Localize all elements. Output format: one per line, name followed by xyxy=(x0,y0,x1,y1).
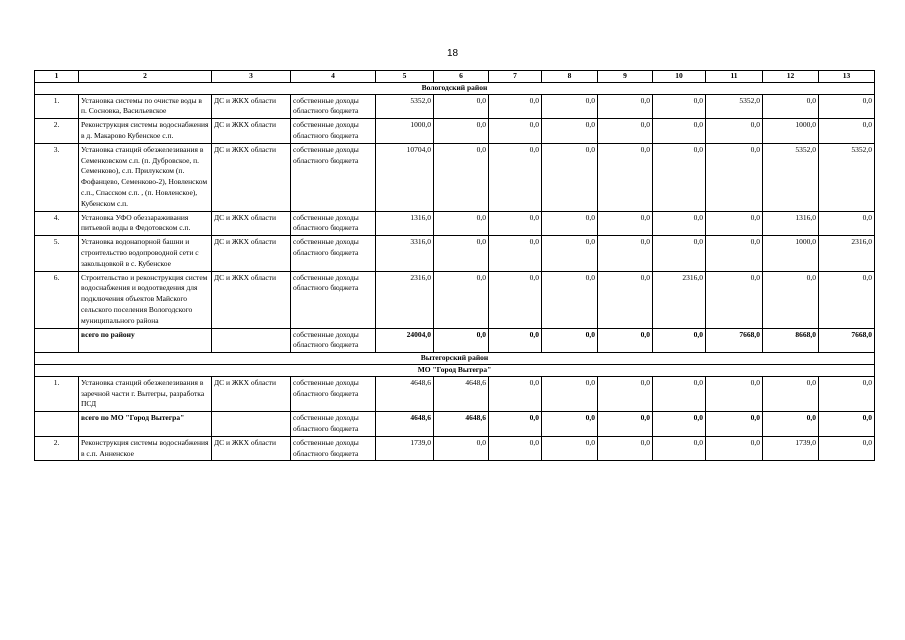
value-col-7: 0,0 xyxy=(489,328,542,353)
table-row xyxy=(35,143,875,211)
table-row xyxy=(35,436,875,461)
row-number: 6. xyxy=(35,271,79,328)
customer: ДС и ЖКХ области xyxy=(212,143,291,211)
value-col-6: 0,0 xyxy=(434,94,489,119)
value-col-12: 1316,0 xyxy=(763,211,819,236)
value-col-6: 0,0 xyxy=(434,271,489,328)
value-col-8: 0,0 xyxy=(542,94,598,119)
column-header-8: 8 xyxy=(542,71,598,83)
table-row xyxy=(35,211,875,236)
row-number xyxy=(35,412,79,437)
column-header-7: 7 xyxy=(489,71,542,83)
column-header-13: 13 xyxy=(819,71,875,83)
value-col-12: 0,0 xyxy=(763,271,819,328)
column-header-4: 4 xyxy=(291,71,376,83)
value-col-11: 0,0 xyxy=(706,211,763,236)
value-col-5: 1739,0 xyxy=(376,436,434,461)
value-col-10: 0,0 xyxy=(653,376,706,411)
page-number: 18 xyxy=(446,48,459,59)
funding-source: собственные доходы областного бюджета xyxy=(291,236,376,271)
value-col-8: 0,0 xyxy=(542,143,598,211)
row-number: 1. xyxy=(35,94,79,119)
value-col-9: 0,0 xyxy=(598,328,653,353)
value-col-13: 0,0 xyxy=(819,119,875,144)
row-number: 2. xyxy=(35,436,79,461)
value-col-7: 0,0 xyxy=(489,143,542,211)
measure-name: Установка станций обезжелезивания в Семенковском с.п. (п. Дубровское, п. Семенково), с.п. Прилукском (п. Фофанцево, Семенково-2), Новленском с.п., Спасском с.п. , (п. Новленское), Кубенском с.п. xyxy=(79,143,212,211)
value-col-6: 0,0 xyxy=(434,143,489,211)
customer: ДС и ЖКХ области xyxy=(212,211,291,236)
customer: ДС и ЖКХ области xyxy=(212,271,291,328)
value-col-11: 0,0 xyxy=(706,143,763,211)
value-col-8: 0,0 xyxy=(542,376,598,411)
value-col-12: 1000,0 xyxy=(763,236,819,271)
value-col-12: 5352,0 xyxy=(763,143,819,211)
value-col-8: 0,0 xyxy=(542,328,598,353)
value-col-12: 1739,0 xyxy=(763,436,819,461)
value-col-7: 0,0 xyxy=(489,236,542,271)
measure-name: Установка станций обезжелезивания в заречной части г. Вытегры, разработка ПСД xyxy=(79,376,212,411)
value-col-7: 0,0 xyxy=(489,119,542,144)
value-col-13: 0,0 xyxy=(819,211,875,236)
measure-name: Реконструкция системы водоснабжения в д. Макарово Кубенское с.п. xyxy=(79,119,212,144)
value-col-5: 2316,0 xyxy=(376,271,434,328)
value-col-8: 0,0 xyxy=(542,236,598,271)
value-col-13: 2316,0 xyxy=(819,236,875,271)
value-col-13: 7668,0 xyxy=(819,328,875,353)
value-col-10: 0,0 xyxy=(653,328,706,353)
customer: ДС и ЖКХ области xyxy=(212,376,291,411)
value-col-6: 0,0 xyxy=(434,328,489,353)
value-col-11: 5352,0 xyxy=(706,94,763,119)
column-header-12: 12 xyxy=(763,71,819,83)
table-row xyxy=(35,271,875,328)
value-col-7: 0,0 xyxy=(489,376,542,411)
value-col-5: 5352,0 xyxy=(376,94,434,119)
funding-source: собственные доходы областного бюджета xyxy=(291,143,376,211)
measure-name: Установка системы по очистке воды в п. Сосновка, Васильевское xyxy=(79,94,212,119)
value-col-13: 0,0 xyxy=(819,94,875,119)
value-col-11: 0,0 xyxy=(706,236,763,271)
funding-source: собственные доходы областного бюджета xyxy=(291,119,376,144)
value-col-11: 0,0 xyxy=(706,376,763,411)
value-col-7: 0,0 xyxy=(489,211,542,236)
column-header-row xyxy=(35,71,875,83)
section-header-row xyxy=(35,364,875,376)
value-col-6: 4648,6 xyxy=(434,376,489,411)
value-col-12: 0,0 xyxy=(763,376,819,411)
column-header-3: 3 xyxy=(212,71,291,83)
value-col-12: 0,0 xyxy=(763,94,819,119)
customer: ДС и ЖКХ области xyxy=(212,236,291,271)
value-col-9: 0,0 xyxy=(598,436,653,461)
table-row xyxy=(35,376,875,411)
table-body xyxy=(35,82,875,461)
value-col-8: 0,0 xyxy=(542,436,598,461)
value-col-6: 0,0 xyxy=(434,119,489,144)
value-col-8: 0,0 xyxy=(542,412,598,437)
column-header-11: 11 xyxy=(706,71,763,83)
column-header-9: 9 xyxy=(598,71,653,83)
value-col-10: 0,0 xyxy=(653,143,706,211)
section-title: МО "Город Вытегра" xyxy=(35,364,875,376)
value-col-13: 0,0 xyxy=(819,271,875,328)
value-col-5: 1316,0 xyxy=(376,211,434,236)
value-col-10: 0,0 xyxy=(653,119,706,144)
section-title: Вытегорский район xyxy=(35,353,875,365)
value-col-8: 0,0 xyxy=(542,119,598,144)
value-col-11: 0,0 xyxy=(706,271,763,328)
value-col-6: 0,0 xyxy=(434,436,489,461)
measure-name: Строительство и реконструкция систем водоснабжения и водоотведения для подключения объектов Майского сельского поселения Вологодского муниципального района xyxy=(79,271,212,328)
value-col-9: 0,0 xyxy=(598,143,653,211)
funding-source: собственные доходы областного бюджета xyxy=(291,211,376,236)
row-number: 5. xyxy=(35,236,79,271)
value-col-12: 8668,0 xyxy=(763,328,819,353)
section-title: Вологодский район xyxy=(35,82,875,94)
row-number: 4. xyxy=(35,211,79,236)
value-col-9: 0,0 xyxy=(598,271,653,328)
value-col-10: 0,0 xyxy=(653,94,706,119)
value-col-6: 0,0 xyxy=(434,211,489,236)
value-col-11: 0,0 xyxy=(706,412,763,437)
value-col-12: 0,0 xyxy=(763,412,819,437)
value-col-13: 0,0 xyxy=(819,436,875,461)
table-row xyxy=(35,94,875,119)
value-col-5: 3316,0 xyxy=(376,236,434,271)
value-col-5: 10704,0 xyxy=(376,143,434,211)
value-col-5: 4648,6 xyxy=(376,412,434,437)
measure-name: Установка УФО обеззараживания питьевой воды в Федотовском с.п. xyxy=(79,211,212,236)
budget-table xyxy=(34,70,875,461)
customer: ДС и ЖКХ области xyxy=(212,94,291,119)
funding-source: собственные доходы областного бюджета xyxy=(291,436,376,461)
value-col-7: 0,0 xyxy=(489,436,542,461)
column-header-10: 10 xyxy=(653,71,706,83)
value-col-9: 0,0 xyxy=(598,119,653,144)
value-col-11: 0,0 xyxy=(706,119,763,144)
value-col-13: 5352,0 xyxy=(819,143,875,211)
funding-source: собственные доходы областного бюджета xyxy=(291,328,376,353)
value-col-11: 0,0 xyxy=(706,436,763,461)
value-col-8: 0,0 xyxy=(542,211,598,236)
customer: ДС и ЖКХ области xyxy=(212,436,291,461)
value-col-9: 0,0 xyxy=(598,94,653,119)
customer xyxy=(212,412,291,437)
section-header-row xyxy=(35,353,875,365)
value-col-8: 0,0 xyxy=(542,271,598,328)
measure-name: всего по МО "Город Вытегра" xyxy=(79,412,212,437)
value-col-13: 0,0 xyxy=(819,412,875,437)
funding-source: собственные доходы областного бюджета xyxy=(291,271,376,328)
funding-source: собственные доходы областного бюджета xyxy=(291,412,376,437)
total-row xyxy=(35,328,875,353)
customer xyxy=(212,328,291,353)
funding-source: собственные доходы областного бюджета xyxy=(291,94,376,119)
row-number: 1. xyxy=(35,376,79,411)
funding-source: собственные доходы областного бюджета xyxy=(291,376,376,411)
value-col-10: 2316,0 xyxy=(653,271,706,328)
row-number: 3. xyxy=(35,143,79,211)
value-col-5: 1000,0 xyxy=(376,119,434,144)
column-header-5: 5 xyxy=(376,71,434,83)
value-col-9: 0,0 xyxy=(598,412,653,437)
table-row xyxy=(35,119,875,144)
section-header-row xyxy=(35,82,875,94)
measure-name: всего по району xyxy=(79,328,212,353)
table-row xyxy=(35,236,875,271)
value-col-7: 0,0 xyxy=(489,94,542,119)
value-col-6: 4648,6 xyxy=(434,412,489,437)
value-col-5: 4648,6 xyxy=(376,376,434,411)
value-col-5: 24004,0 xyxy=(376,328,434,353)
value-col-12: 1000,0 xyxy=(763,119,819,144)
customer: ДС и ЖКХ области xyxy=(212,119,291,144)
value-col-10: 0,0 xyxy=(653,211,706,236)
value-col-9: 0,0 xyxy=(598,236,653,271)
value-col-9: 0,0 xyxy=(598,211,653,236)
measure-name: Реконструкция системы водоснабжения в с.п. Анненское xyxy=(79,436,212,461)
column-header-6: 6 xyxy=(434,71,489,83)
measure-name: Установка водонапорной башни и строительство водопроводной сети с закольцовкой в с. Кубенское xyxy=(79,236,212,271)
value-col-10: 0,0 xyxy=(653,236,706,271)
column-header-1: 1 xyxy=(35,71,79,83)
value-col-13: 0,0 xyxy=(819,376,875,411)
row-number: 2. xyxy=(35,119,79,144)
total-row xyxy=(35,412,875,437)
column-header-2: 2 xyxy=(79,71,212,83)
value-col-11: 7668,0 xyxy=(706,328,763,353)
value-col-10: 0,0 xyxy=(653,412,706,437)
value-col-7: 0,0 xyxy=(489,271,542,328)
value-col-7: 0,0 xyxy=(489,412,542,437)
value-col-9: 0,0 xyxy=(598,376,653,411)
value-col-10: 0,0 xyxy=(653,436,706,461)
value-col-6: 0,0 xyxy=(434,236,489,271)
row-number xyxy=(35,328,79,353)
